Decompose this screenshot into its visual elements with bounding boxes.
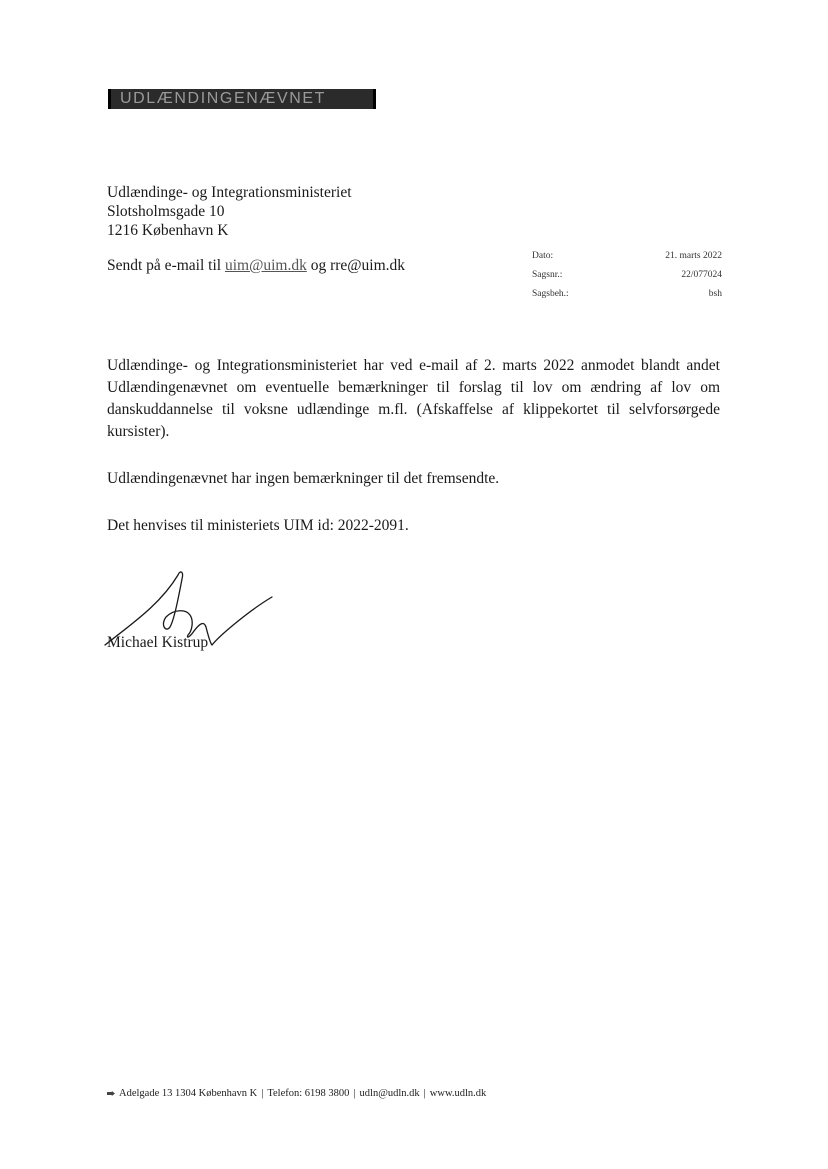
recipient-address xyxy=(107,183,352,240)
body-paragraph-3: Det henvises til ministeriets UIM id: 2022-2091. xyxy=(107,517,409,534)
handler-label: Sagsbeh.: xyxy=(532,289,569,299)
footer-phone: Telefon: 6198 3800 xyxy=(267,1088,350,1099)
sent-prefix: Sendt på e-mail til xyxy=(107,257,222,274)
handler-value: bsh xyxy=(708,289,722,299)
meta-row-date xyxy=(532,247,722,266)
case-label: Sagsnr.: xyxy=(532,270,563,280)
date-label: Dato: xyxy=(532,251,554,261)
signer-name: Michael Kistrup xyxy=(107,634,209,651)
recipient-street: Slotsholmsgade 10 xyxy=(107,203,225,220)
footer xyxy=(107,1088,486,1099)
footer-separator-2: | xyxy=(353,1088,356,1099)
footer-separator-3: | xyxy=(423,1088,426,1099)
footer-email[interactable]: udln@udln.dk xyxy=(359,1088,420,1099)
body-paragraph-2: Udlændingenævnet har ingen bemærkninger til det fremsendte. xyxy=(107,470,500,487)
meta-row-handler xyxy=(532,285,722,304)
date-value: 21. marts 2022 xyxy=(665,251,722,261)
meta-block xyxy=(532,247,722,304)
sent-connector: og xyxy=(310,257,327,274)
logo-text: UDLÆNDINGENÆVNET xyxy=(120,90,327,107)
case-value: 22/077024 xyxy=(681,270,722,280)
email-rre: rre@uim.dk xyxy=(330,257,406,274)
arrow-icon xyxy=(107,1091,115,1096)
email-link-uim[interactable]: uim@uim.dk xyxy=(224,257,307,274)
recipient-city: 1216 København K xyxy=(107,222,229,239)
footer-separator-1: | xyxy=(261,1088,264,1099)
recipient-name: Udlændinge- og Integrationsministeriet xyxy=(107,184,352,201)
footer-address: Adelgade 13 1304 København K xyxy=(119,1088,258,1099)
meta-row-case xyxy=(532,266,722,285)
letter-body xyxy=(107,355,720,562)
logo xyxy=(108,89,376,109)
footer-web[interactable]: www.udln.dk xyxy=(429,1088,487,1099)
body-paragraph-1: Udlændinge- og Integrationsministeriet har ved e-mail af 2. marts 2022 anmodet blandt andet Udlændingenævnet om eventuelle bemærkninger til forslag til lov om ændring af lov om danskuddannelse til voksne udlændinge m.fl. (Afskaffelse af klippekortet til selvforsørgede kursister). xyxy=(107,357,720,440)
sent-line xyxy=(107,257,405,275)
